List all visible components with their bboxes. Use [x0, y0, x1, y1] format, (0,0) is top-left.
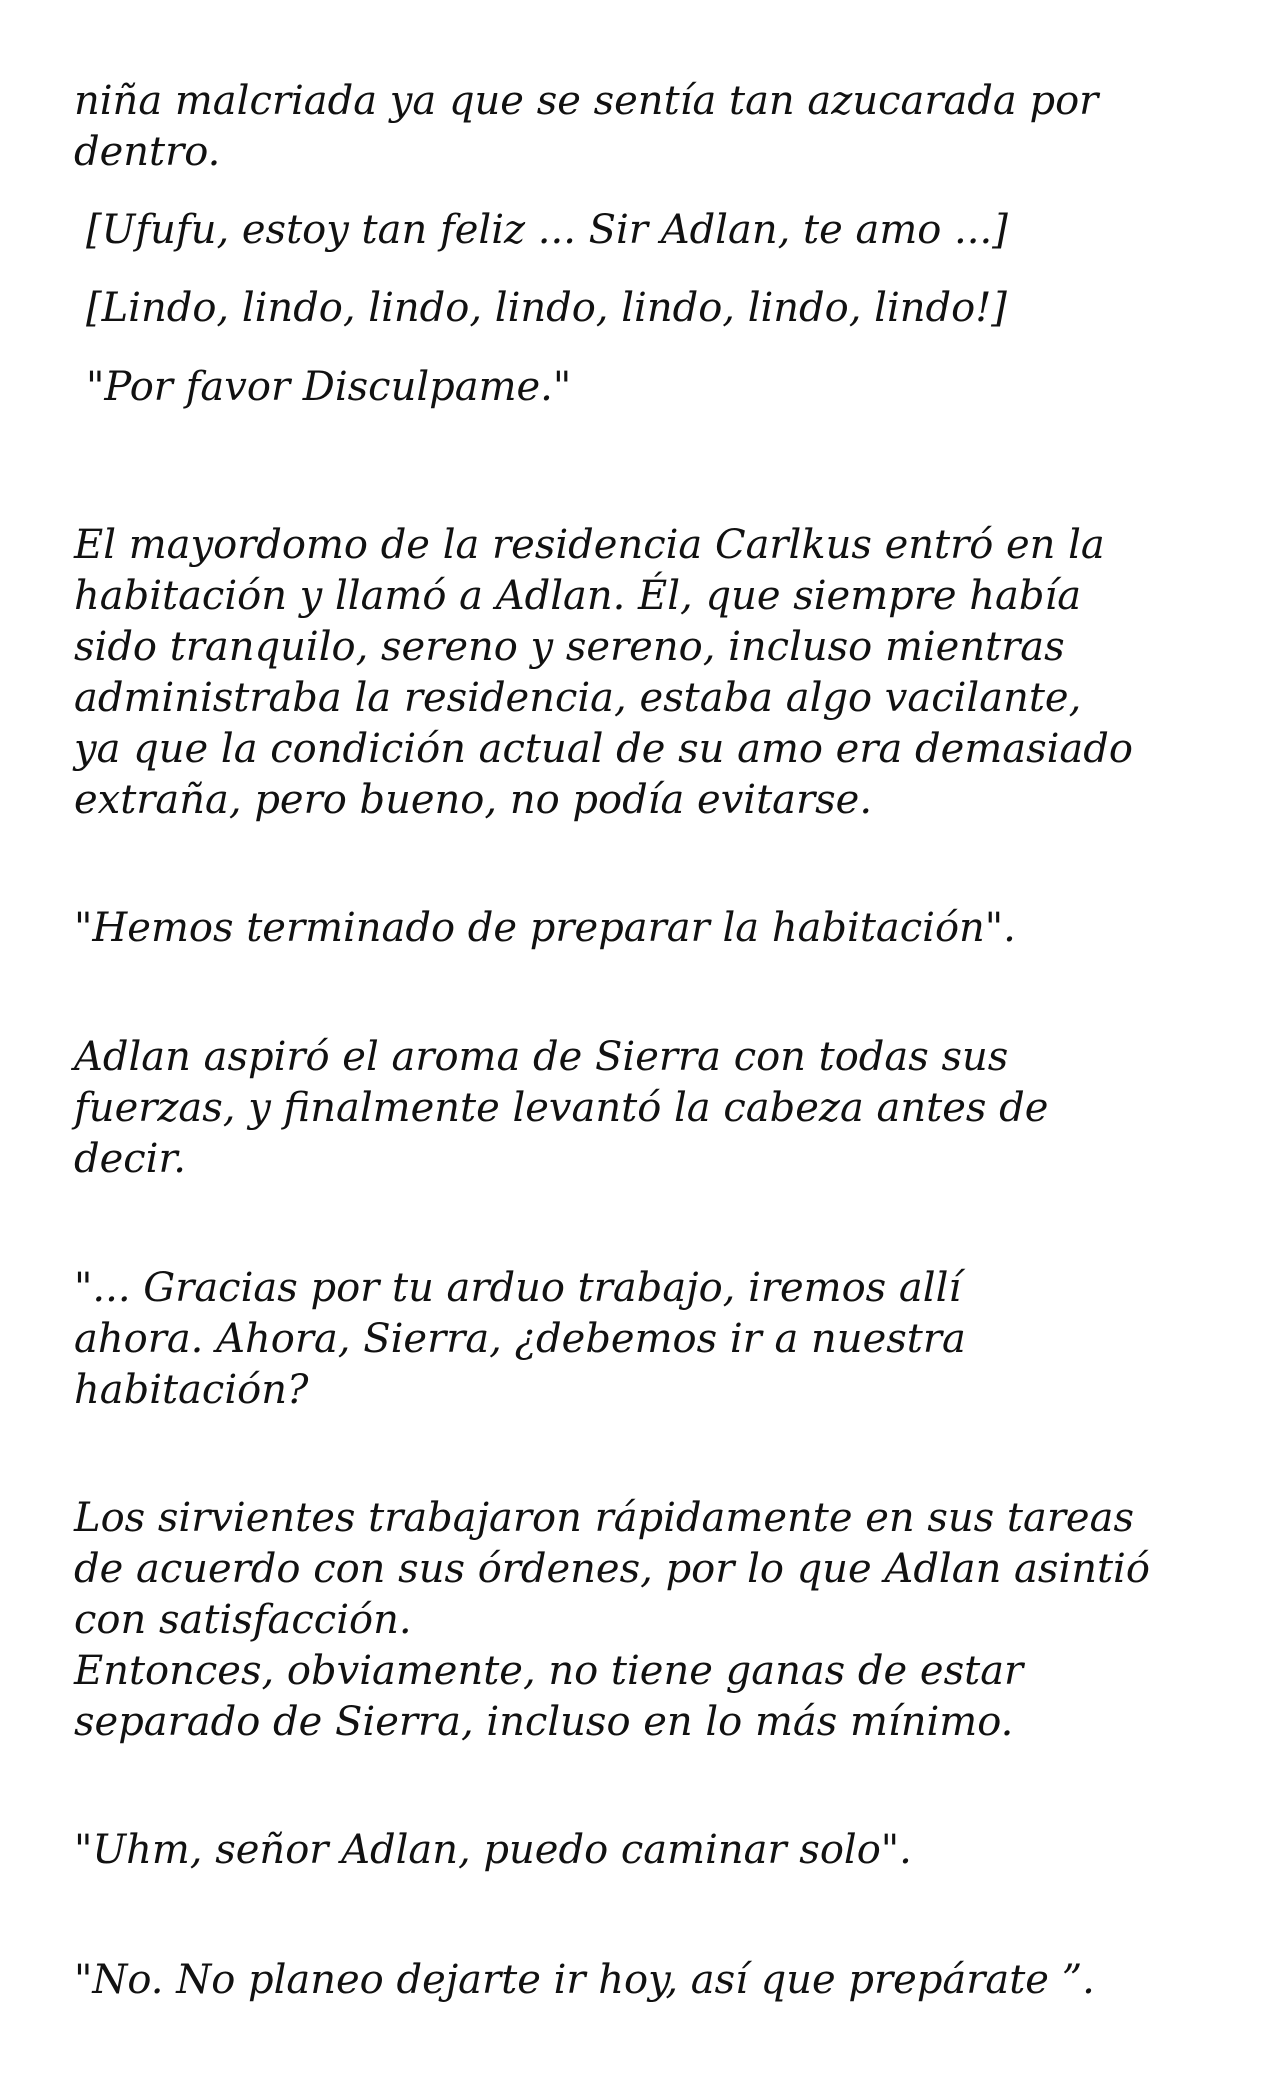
text-line: Adlan aspiró el aroma de Sierra con todas sus	[74, 1034, 1009, 1080]
paragraph-adlan	[74, 1032, 1239, 1185]
text-line: administraba la residencia, estaba algo vacilante,	[74, 675, 1082, 721]
text-line: ahora. Ahora, Sierra, ¿debemos ir a nuestra	[74, 1316, 966, 1362]
text-line: "Hemos terminado de preparar la habitación".	[74, 905, 1016, 951]
text-line: extraña, pero bueno, no podía evitarse.	[74, 777, 873, 823]
text-line: decir.	[74, 1136, 186, 1182]
paragraph-dialogue-5	[74, 1955, 1239, 2006]
text-line: habitación y llamó a Adlan. Él, que siempre había	[74, 573, 1082, 619]
paragraph-dialogue-2	[74, 903, 1239, 954]
text-line: Los sirvientes trabajaron rápidamente en sus tareas	[74, 1495, 1134, 1541]
text-line: "Por favor Disculpame."	[86, 364, 572, 410]
text-line: [Ufufu, estoy tan feliz ... Sir Adlan, te amo ...]	[86, 207, 1008, 253]
paragraph-dialogue-1	[86, 362, 1251, 413]
text-line: separado de Sierra, incluso en lo más mínimo.	[74, 1699, 1014, 1745]
text-line: habitación?	[74, 1367, 309, 1413]
text-line: ya que la condición actual de su amo era demasiado	[74, 726, 1133, 772]
text-line: dentro.	[74, 129, 221, 175]
text-line: sido tranquilo, sereno y sereno, incluso mientras	[74, 624, 1065, 670]
text-line: [Lindo, lindo, lindo, lindo, lindo, lindo, lindo!]	[86, 285, 1007, 331]
text-line: "... Gracias por tu arduo trabajo, iremos allí	[74, 1265, 962, 1311]
text-line: Entonces, obviamente, no tiene ganas de estar	[74, 1648, 1024, 1694]
paragraph-thought-2	[86, 283, 1251, 334]
paragraph-dialogue-3	[74, 1263, 1239, 1416]
paragraph-1	[74, 76, 1239, 178]
text-line: con satisfacción.	[74, 1597, 412, 1643]
paragraph-thought-1	[86, 205, 1251, 256]
paragraph-servants	[74, 1493, 1239, 1748]
paragraph-butler	[74, 520, 1239, 826]
text-line: "Uhm, señor Adlan, puedo caminar solo".	[74, 1827, 912, 1873]
text-line: fuerzas, y finalmente levantó la cabeza antes de	[74, 1085, 1049, 1131]
text-line: niña malcriada ya que se sentía tan azucarada por	[74, 78, 1099, 124]
text-line: de acuerdo con sus órdenes, por lo que Adlan asintió	[74, 1546, 1150, 1592]
paragraph-dialogue-4	[74, 1825, 1239, 1876]
text-line: "No. No planeo dejarte ir hoy, así que prepárate ”.	[74, 1957, 1095, 2003]
text-line: El mayordomo de la residencia Carlkus entró en la	[74, 522, 1105, 568]
